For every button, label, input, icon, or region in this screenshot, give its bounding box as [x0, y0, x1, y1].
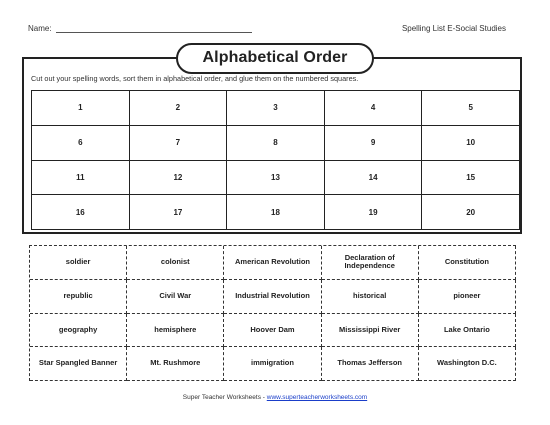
word-card: Lake Ontario — [419, 314, 516, 348]
numbered-square: 13 — [227, 161, 325, 196]
word-card: geography — [30, 314, 127, 348]
word-card: historical — [322, 280, 419, 314]
footer-link[interactable]: www.superteacherworksheets.com — [266, 394, 368, 401]
numbered-square: 9 — [325, 126, 423, 161]
numbered-squares-box — [22, 57, 522, 234]
numbered-square: 1 — [32, 91, 130, 126]
word-card: Hoover Dam — [224, 314, 321, 348]
word-card: republic — [30, 280, 127, 314]
name-label: Name: — [28, 24, 52, 33]
subject-label: Spelling List E-Social Studies — [401, 24, 506, 33]
word-card: Thomas Jefferson — [322, 347, 419, 381]
word-card: colonist — [127, 246, 224, 280]
word-card: soldier — [30, 246, 127, 280]
numbered-square: 18 — [227, 195, 325, 230]
numbered-square: 16 — [32, 195, 130, 230]
numbered-grid — [31, 90, 520, 230]
title-container — [0, 43, 550, 74]
numbered-square: 17 — [130, 195, 228, 230]
word-card: Star Spangled Banner — [30, 347, 127, 381]
word-card: pioneer — [419, 280, 516, 314]
numbered-square: 15 — [422, 161, 520, 196]
numbered-square: 20 — [422, 195, 520, 230]
word-card: Washington D.C. — [419, 347, 516, 381]
page-title: Alphabetical Order — [176, 43, 374, 74]
numbered-square: 19 — [325, 195, 423, 230]
numbered-square: 8 — [227, 126, 325, 161]
numbered-square: 6 — [32, 126, 130, 161]
numbered-square: 7 — [130, 126, 228, 161]
word-card: Mt. Rushmore — [127, 347, 224, 381]
word-cutout-grid — [29, 245, 516, 381]
numbered-square: 5 — [422, 91, 520, 126]
word-card: Declaration of Independence — [322, 246, 419, 280]
name-field — [28, 24, 252, 33]
word-card: Constitution — [419, 246, 516, 280]
numbered-square: 2 — [130, 91, 228, 126]
word-card: Industrial Revolution — [224, 280, 321, 314]
name-line — [56, 24, 252, 33]
numbered-square: 3 — [227, 91, 325, 126]
word-card: Civil War — [127, 280, 224, 314]
word-card: immigration — [224, 347, 321, 381]
numbered-square: 11 — [32, 161, 130, 196]
word-card: American Revolution — [224, 246, 321, 280]
footer-credit: Super Teacher Worksheets - — [182, 394, 267, 401]
numbered-square: 10 — [422, 126, 520, 161]
numbered-square: 4 — [325, 91, 423, 126]
word-card: Mississippi River — [322, 314, 419, 348]
numbered-square: 12 — [130, 161, 228, 196]
footer — [0, 394, 550, 401]
numbered-square: 14 — [325, 161, 423, 196]
word-card: hemisphere — [127, 314, 224, 348]
instructions-text: Cut out your spelling words, sort them in alphabetical order, and glue them on the numbered squares. — [31, 74, 359, 83]
